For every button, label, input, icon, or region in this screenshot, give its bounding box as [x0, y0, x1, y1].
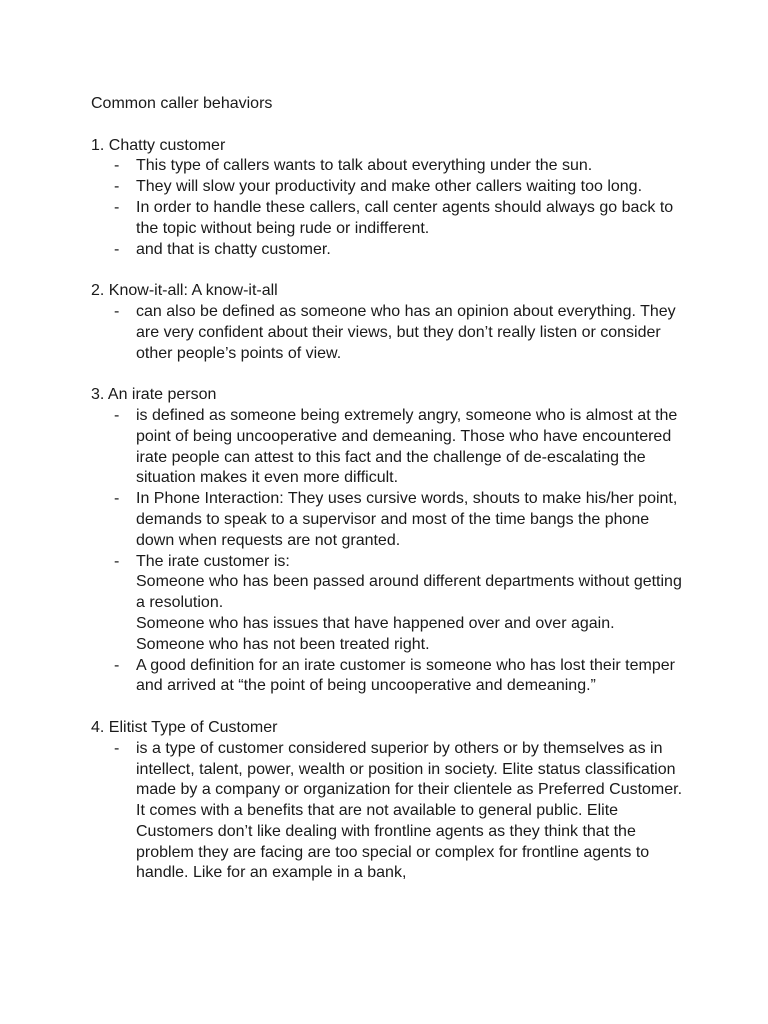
bullet-item	[91, 240, 691, 261]
bullet-list	[91, 406, 691, 697]
bullet-text: Someone who has been passed around different departments without getting a resolution.	[136, 573, 682, 612]
bullet-item	[91, 552, 691, 656]
bullet-item	[91, 198, 691, 240]
bullet-item	[91, 489, 691, 551]
bullet-text: The irate customer is:	[136, 552, 290, 570]
bullet-item	[91, 406, 691, 489]
bullet-text: Someone who has not been treated right.	[136, 635, 430, 653]
bullet-item	[91, 656, 691, 698]
bullet-dash: -	[114, 490, 120, 508]
bullet-text: This type of callers wants to talk about everything under the sun.	[136, 157, 593, 175]
section-heading: 2. Know-it-all: A know-it-all	[91, 282, 278, 300]
document-page	[91, 94, 691, 905]
bullet-dash: -	[114, 302, 120, 320]
bullet-dash: -	[114, 656, 120, 674]
bullet-dash: -	[114, 178, 120, 196]
bullet-text: In order to handle these callers, call center agents should always go back to the topic without being rude or indifferent.	[136, 198, 674, 237]
bullet-dash: -	[114, 406, 120, 424]
bullet-item	[91, 739, 691, 885]
bullet-dash: -	[114, 157, 120, 175]
bullet-list	[91, 156, 691, 260]
section-chatty-customer	[91, 136, 691, 261]
bullet-item	[91, 177, 691, 198]
bullet-list	[91, 739, 691, 885]
section-elitist-customer	[91, 718, 691, 884]
bullet-dash: -	[114, 198, 120, 216]
bullet-text: They will slow your productivity and make other callers waiting too long.	[136, 178, 643, 196]
bullet-item	[91, 156, 691, 177]
bullet-text: and that is chatty customer.	[136, 240, 331, 258]
bullet-text: In Phone Interaction: They uses cursive words, shouts to make his/her point, demands to speak to a supervisor and most of the time bangs the phone down when requests are not granted.	[136, 490, 678, 549]
bullet-item	[91, 302, 691, 364]
bullet-text: Someone who has issues that have happened over and over again.	[136, 614, 615, 632]
section-heading: 1. Chatty customer	[91, 136, 226, 154]
bullet-list	[91, 302, 691, 364]
bullet-dash: -	[114, 739, 120, 757]
section-heading: 4. Elitist Type of Customer	[91, 718, 278, 736]
bullet-text: is a type of customer considered superior by others or by themselves as in intellect, talent, power, wealth or position in society. Elite status classification made by a company or organization for their clientele as Preferred Customer. It comes with a benefits that are not available to general public. Elite Customers don’t like dealing with frontline agents as they think that the problem they are facing are too special or complex for frontline agents to handle. Like for an example in a bank,	[136, 739, 683, 882]
section-irate-person	[91, 385, 691, 697]
bullet-dash: -	[114, 552, 120, 570]
document-title: Common caller behaviors	[91, 95, 273, 112]
section-heading: 3. An irate person	[91, 386, 217, 404]
bullet-text: is defined as someone being extremely angry, someone who is almost at the point of being uncooperative and demeaning. Those who have encountered irate people can attest to this fact and the challenge of de-escalating the situation makes it even more difficult.	[136, 406, 678, 487]
bullet-text: can also be defined as someone who has an opinion about everything. They are very confident about their views, but they don’t really listen or consider other people’s points of view.	[136, 302, 676, 362]
bullet-text: A good definition for an irate customer is someone who has lost their temper and arrived at “the point of being uncooperative and demeaning.”	[136, 656, 675, 695]
bullet-dash: -	[114, 240, 120, 258]
section-know-it-all	[91, 281, 691, 364]
